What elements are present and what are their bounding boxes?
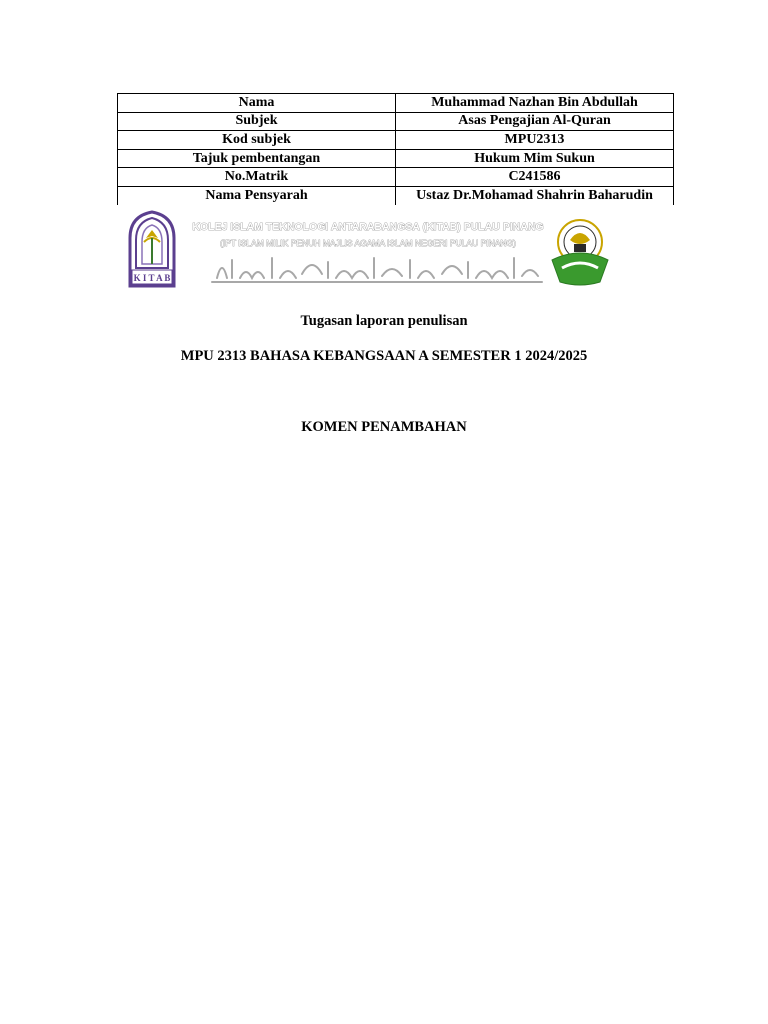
course-heading: MPU 2313 BAHASA KEBANGSAAN A SEMESTER 1 2024/2025: [180, 348, 588, 364]
report-type-heading: Tugasan laporan penulisan: [300, 313, 468, 329]
table-row: [118, 168, 674, 187]
table-row: [118, 112, 674, 131]
kitab-logo-letters: K I T A B: [133, 273, 171, 283]
arabic-calligraphy-graphic: [212, 258, 542, 282]
council-emblem-logo: [552, 220, 608, 285]
kitab-logo: [130, 212, 174, 286]
table-row: [118, 149, 674, 168]
row-label: Nama: [118, 94, 396, 113]
row-label: Kod subjek: [118, 131, 396, 150]
row-label: No.Matrik: [118, 168, 396, 187]
row-value: Muhammad Nazhan Bin Abdullah: [396, 94, 674, 113]
row-value: C241586: [396, 168, 674, 187]
section-heading: KOMEN PENAMBAHAN: [301, 419, 467, 435]
student-info-table: [117, 93, 674, 205]
row-value: Asas Pengajian Al-Quran: [396, 112, 674, 131]
row-value: Ustaz Dr.Mohamad Shahrin Baharudin: [396, 186, 674, 204]
table-row: [118, 131, 674, 150]
row-label: Nama Pensyarah: [118, 186, 396, 204]
table-row: [118, 94, 674, 113]
row-value: Hukum Mim Sukun: [396, 149, 674, 168]
college-subtitle-line: (IPT ISLAM MILIK PENUH MAJLIS AGAMA ISLAM NEGERI PULAU PINANG): [220, 238, 516, 248]
row-value: MPU2313: [396, 131, 674, 150]
college-banner: [122, 208, 622, 290]
row-label: Subjek: [118, 112, 396, 131]
college-name-line: KOLEJ ISLAM TEKNOLOGI ANTARABANGSA (KITAB) PULAU PINANG: [192, 221, 544, 233]
row-label: Tajuk pembentangan: [118, 149, 396, 168]
table-row: [118, 186, 674, 204]
